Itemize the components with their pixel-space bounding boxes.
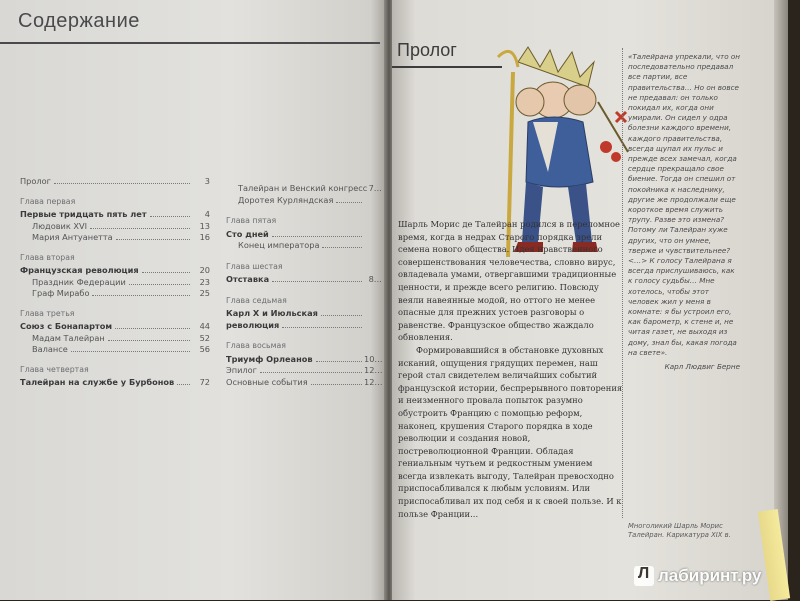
toc-page-number: 12… [364,365,383,375]
toc-page-number: 3 [204,176,210,186]
toc-entry-label[interactable]: Талейран и Венский конгресс [238,183,368,193]
toc-chapter-heading: Глава первая [20,196,76,206]
toc-page-number: 8… [368,274,382,284]
toc-entry-label[interactable]: Триумф Орлеанов [226,353,313,364]
toc-dot-leader [108,340,190,341]
watermark: лабиринт.ру [658,566,762,585]
toc-page-number: 20 [199,265,210,275]
toc-entry-label[interactable]: Мадам Талейран [32,332,105,343]
toc-dot-leader [71,351,190,352]
prolog-title: Пролог [397,40,457,60]
toc-page-number: 25 [199,288,210,298]
toc-dot-leader [54,183,190,184]
toc-chapter-heading: Глава восьмая [226,341,286,350]
toc-dot-leader [272,281,362,282]
watermark-logo-icon: Л [634,566,654,586]
sidebar-quote [628,52,740,372]
toc-entry-label[interactable]: Граф Мирабо [32,288,90,298]
toc-page-number: 56 [199,344,210,354]
toc-dot-leader [115,328,190,329]
toc-page-number: 44 [199,321,210,331]
toc-dot-leader [116,239,190,240]
toc-entry-label[interactable]: Французская революция [20,265,139,275]
toc-page-number: 72 [199,377,210,387]
toc-entry-label[interactable]: Праздник Федерации [32,276,126,287]
toc-page-number: 10… [364,353,383,364]
toc-entry-label[interactable]: Отставка [226,274,270,284]
toc-entry-label[interactable]: революция [226,319,280,330]
toc-entry-label[interactable]: Первые тридцать пять лет [20,209,147,219]
quote-author: Карл Людвиг Берне [664,362,740,372]
toc-entry-label[interactable]: Талейран на службе у Бурбонов [20,377,175,387]
toc-chapter-heading: Глава третья [20,308,75,318]
toc-dot-leader [316,361,362,362]
prolog-body [398,218,623,520]
toc-entry-label[interactable]: Пролог [20,176,51,186]
toc-chapter-heading: Глава седьмая [226,295,287,305]
quote-text: «Талейрана упрекали, что он последовательно предавал все партии, все правительства… Но он вовсе не предавал: он только покидал их, когда они умирали. Он сидел у одра болезни каждого времени, каждого правительства, всегда щупал их пульс и прежде всех замечал, когда сердце прекращало свое биение. Тогда он спешил от покойника к наследнику, другие же продолжали еще короткое время служить трупу. Разве это измена? Потому ли Талейран хуже других, что он умнее, тверже и чувствительнее? <…> К голосу Талейрана я всегда прислушиваюсь, как к голосу судьбы… Мне хотелось, чтобы этот человек жил у меня в комнате: я бы устроил его, как барометр, к стене и, не читая газет, не выходя из дому, знал бы, какая погода на свете». [628,52,741,357]
left-page [0,0,386,600]
toc-dot-leader [129,284,190,285]
toc-page-number: 23 [199,276,210,287]
prolog-paragraph-1: Шарль Морис де Талейран родился в переломное время, когда в недрах Старого порядка зрели семена нового общества. Идея нравственного совершенствования человечества, словно вирус, овладевала умами, отвергавшими традиционные ценности, и прежде всего религию. Повсюду веяли навеянные модой, но оттого не менее опасные для прежних устоев разговоры о равенстве. Французское общество жаждало обновления. [398,219,620,343]
illustration-caption: Многоликий Шарль Морис Талейран. Карикатура XIX в. [628,522,731,539]
toc-dot-leader [282,327,362,328]
toc-entry-label[interactable]: Мария Антуанетта [32,232,113,242]
toc-entry-label[interactable]: Людовик XVI [32,220,88,231]
toc-dot-leader [177,384,190,385]
toc-entry-label[interactable]: Конец императора [238,240,320,250]
toc-entry-label[interactable]: Валансе [32,344,68,354]
prolog-paragraph-2: Формировавшийся в обстановке духовных исканий, ощущения грядущих перемен, наш герой стал свидетелем величайших событий французской истории, беспрерывного повторения и неизменного провала попыток разумно обустроить Францию с помощью реформ, наконец, крушения Старого порядка в ходе революции и создания новой, постреволюционной Франции. Обладая гениальным чутьем и редкостным умением всегда извлекать выгоду, Талейран превосходно приспосабливался к любым условиям. Или приспосабливал их под себя и к своей пользе. И к пользе Франции... [398,344,623,519]
toc-chapter-heading: Глава пятая [226,216,277,225]
toc-page-number: 7… [368,183,382,193]
toc-chapter-heading: Глава вторая [20,252,75,262]
toc-dot-leader [90,228,190,229]
toc-dot-leader [92,295,190,296]
toc-title: Содержание [18,10,140,32]
toc-entry-label[interactable]: Доротея Курляндская [238,194,334,205]
toc-page-number: 52 [199,332,210,343]
toc-page-number: 12… [364,376,383,387]
toc-entry-label[interactable]: Эпилог [226,365,257,375]
prolog-title-rule [392,66,502,68]
quote-divider [622,48,624,518]
toc-dot-leader [321,315,362,316]
toc-entry-label[interactable]: Карл X и Июльская [226,308,318,318]
toc-entry-label[interactable]: Сто дней [226,228,269,239]
toc-dot-leader [336,202,362,203]
toc-dot-leader [311,384,362,385]
toc-page-number: 4 [204,209,210,219]
toc-dot-leader [150,216,190,217]
toc-page-number: 13 [199,220,210,231]
toc-dot-leader [322,247,362,248]
toc-page-number: 16 [199,232,210,242]
toc-entry-label[interactable]: Основные события [226,376,308,387]
toc-chapter-heading: Глава шестая [226,261,283,271]
toc-dot-leader [260,372,362,373]
toc-dot-leader [142,272,190,273]
toc-title-rule [0,42,380,44]
toc-entry-label[interactable]: Союз с Бонапартом [20,321,113,331]
toc-dot-leader [272,236,362,237]
toc-chapter-heading: Глава четвертая [20,364,89,374]
